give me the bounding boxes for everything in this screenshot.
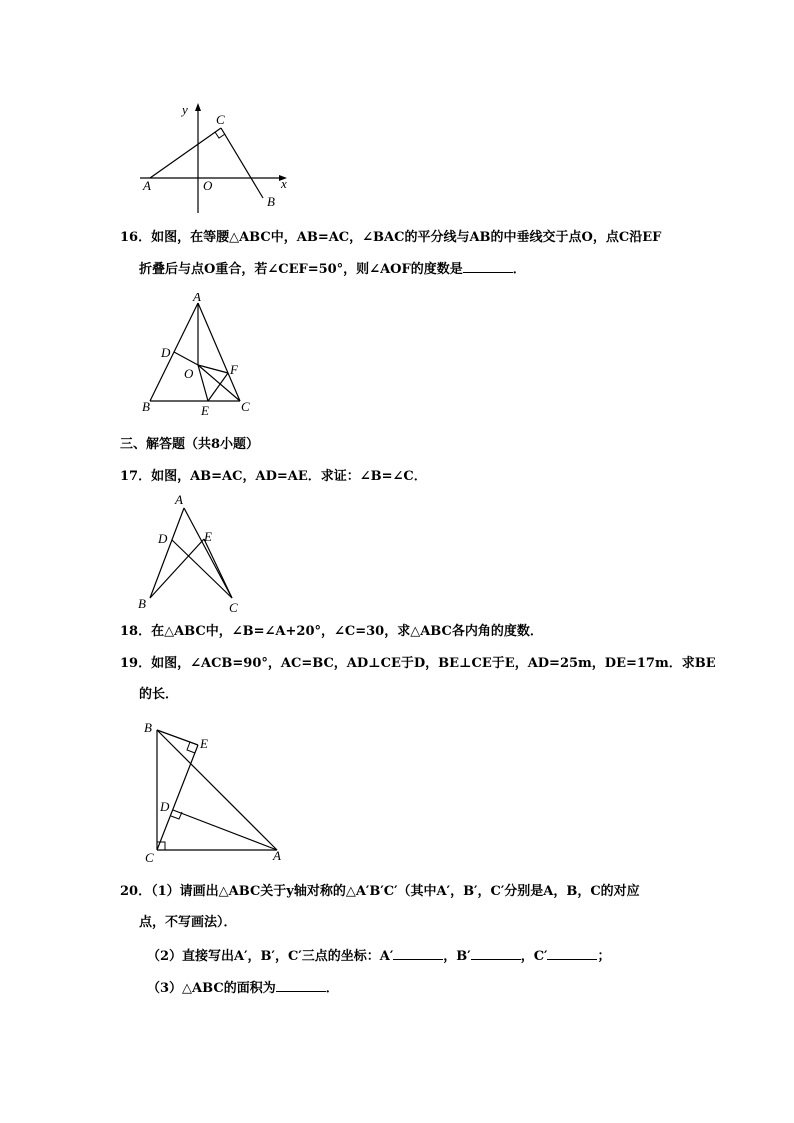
answer-blank-c-prime: [547, 947, 597, 960]
q20-line2: 点，不写画法）．: [139, 915, 237, 930]
q20-part2-prefix: （2）直接写出A′，B′，C′三点的坐标：A′: [147, 949, 394, 964]
segment-be: [157, 730, 198, 745]
q19-line1: 19．如图，∠ACB=90°，AC=BC，AD⊥CE于D，BE⊥CE于E，AD=25m，DE=17m．求BE: [120, 656, 716, 671]
figure-q16: [140, 293, 255, 418]
q20-part2-c: ，C′: [520, 949, 548, 964]
answer-blank-a-prime: [393, 947, 443, 960]
label-f: F: [230, 362, 238, 377]
q16-answer-blank: [463, 260, 513, 273]
label-y: y: [182, 102, 188, 117]
label-c: C: [216, 112, 225, 127]
label-c: C: [241, 399, 250, 414]
q17-text: 17．如图，AB=AC，AD=AE．求证：∠B=∠C．: [120, 469, 427, 484]
label-a: A: [273, 848, 281, 863]
segment-ac: [150, 128, 221, 178]
q19-line2: 的长．: [139, 687, 179, 702]
label-d: D: [160, 799, 170, 814]
q20-part3-prefix: （3）△ABC的面积为: [147, 981, 276, 996]
q16-line1: 16．如图，在等腰△ABC中，AB=AC，∠BAC的平分线与AB的中垂线交于点O，点C沿EF: [120, 230, 662, 245]
label-e: E: [201, 403, 209, 418]
answer-blank-b-prime: [471, 947, 521, 960]
label-e: E: [200, 736, 208, 751]
side-ab: [150, 508, 184, 598]
label-a: A: [143, 178, 151, 193]
q20-part2-b: ，B′: [443, 949, 471, 964]
segment-cb: [221, 128, 263, 198]
label-c: C: [229, 600, 238, 615]
q20-part2: [147, 947, 610, 965]
figure-q19: [140, 715, 290, 867]
label-b: B: [138, 596, 146, 611]
segment-ad: [173, 810, 277, 850]
segment-ef: [208, 373, 228, 401]
answer-blank-area: [276, 979, 326, 992]
q18-text: 18．在△ABC中，∠B=∠A+20°，∠C=30，求△ABC各内角的度数．: [120, 624, 543, 639]
label-e: E: [204, 529, 212, 544]
figure-q15: [135, 95, 300, 220]
segment-do: [174, 352, 198, 365]
figure-q17: [136, 492, 246, 617]
q20-line1: 20．（1）请画出△ABC关于y轴对称的△A′B′C′（其中A′，B′，C′分别是A，B，C的对应: [120, 884, 640, 899]
label-b: B: [144, 720, 152, 735]
label-x: x: [281, 176, 287, 191]
label-d: D: [161, 345, 171, 360]
q20-part2-end: ；: [597, 949, 611, 964]
label-b: B: [142, 399, 150, 414]
label-a: A: [193, 293, 201, 304]
segment-be: [150, 539, 204, 598]
q16-line2-end: ．: [512, 262, 526, 277]
label-o: O: [184, 366, 194, 381]
segment-dc: [172, 540, 232, 598]
segment-ce: [204, 539, 232, 598]
label-c: C: [145, 850, 154, 865]
label-d: D: [158, 531, 168, 546]
q16-line2: [139, 260, 526, 278]
q16-line2-text: 折叠后与点O重合，若∠CEF=50°，则∠AOF的度数是: [139, 262, 463, 277]
q20-part3-end: ．: [325, 981, 339, 996]
label-o: O: [203, 178, 213, 193]
q20-part3: [147, 979, 339, 997]
segment-oe: [198, 365, 208, 401]
label-b: B: [267, 194, 275, 209]
side-ba: [157, 730, 277, 850]
segment-ce: [157, 745, 198, 850]
section3-title: 三、解答题（共8小题）: [120, 437, 260, 452]
label-a: A: [175, 492, 183, 507]
y-axis-arrow: [195, 103, 201, 111]
